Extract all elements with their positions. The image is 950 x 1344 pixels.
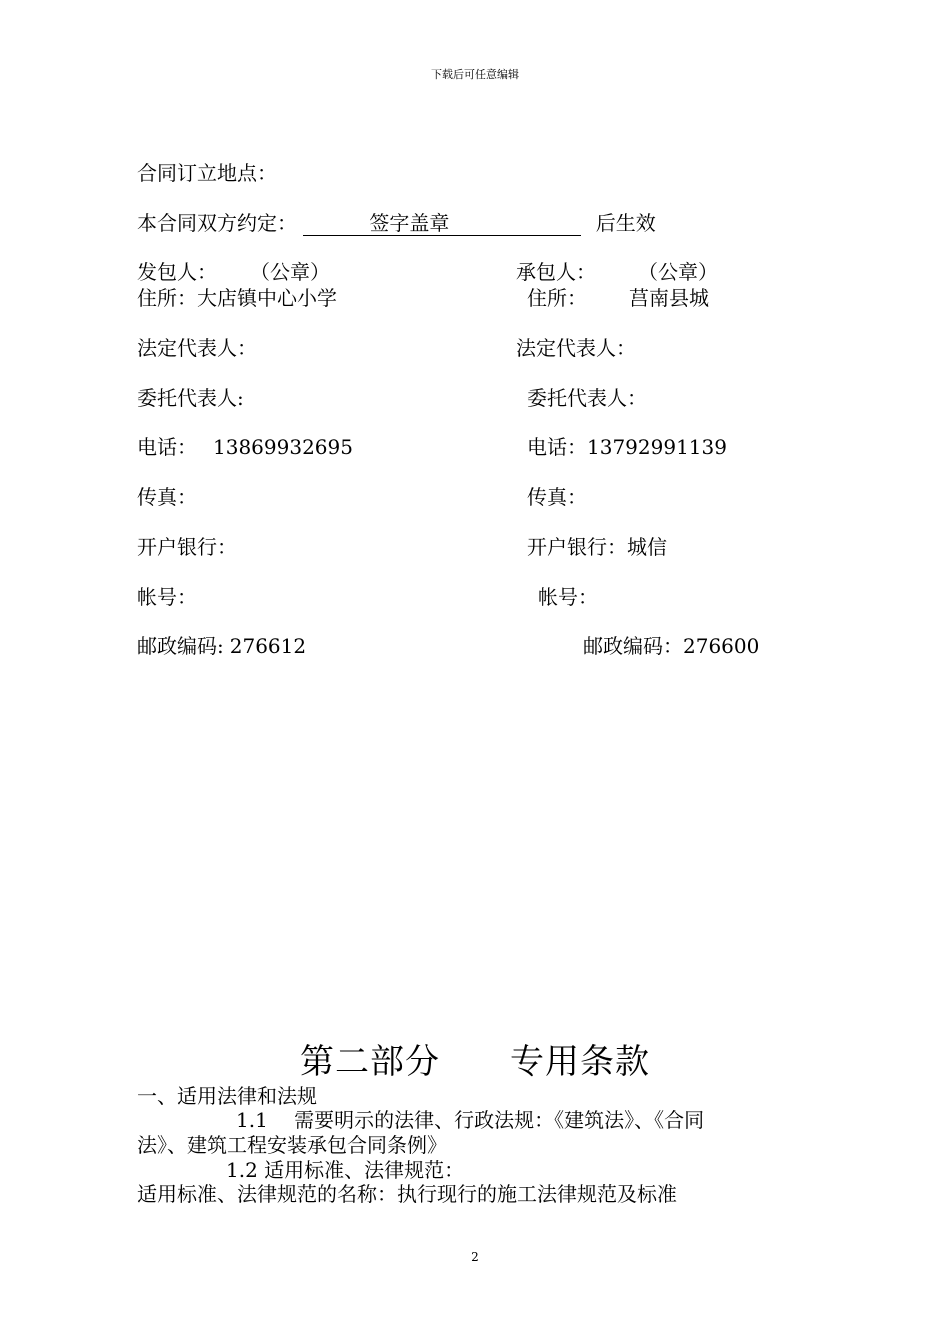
employer-phone-value: 13869932695 [213, 435, 353, 459]
signing-place-label: 合同订立地点： [137, 161, 277, 185]
contractor-bank-value: 城信 [627, 535, 667, 559]
contractor-party-label: 承包人： [516, 260, 596, 284]
section1-heading: 一、适用法律和法规 [137, 1084, 317, 1108]
contractor-phone-label: 电话： [527, 435, 587, 459]
contractor-phone [527, 435, 727, 459]
employer-fax: 传真： [137, 485, 197, 509]
contractor-address-value: 莒南县城 [629, 286, 709, 310]
contractor-phone-value: 13792991139 [587, 435, 727, 459]
employer-address-label: 住所： [137, 286, 197, 310]
employer-postal-label: 邮政编码: [137, 634, 224, 658]
contractor-legal-rep: 法定代表人： [516, 336, 636, 360]
contractor-bank [527, 535, 667, 559]
employer-account: 帐号： [137, 585, 197, 609]
employer-postal-value: 276612 [229, 634, 307, 658]
employer-party-label: 发包人： [137, 260, 217, 284]
contractor-fax: 传真： [527, 485, 587, 509]
contractor-address [527, 286, 709, 310]
contractor-address-label: 住所： [527, 286, 587, 310]
contractor-agent: 委托代表人： [527, 386, 647, 410]
contractor-account: 帐号： [538, 585, 598, 609]
item-1-2-text: 适用标准、法律规范的名称：执行现行的施工法律规范及标准 [137, 1182, 677, 1206]
employer-bank-label: 开户银行： [137, 535, 237, 559]
contractor-postal-value: 276600 [683, 634, 760, 658]
item-1-1-line2: 法》、建筑工程安装承包合同条例》 [137, 1133, 447, 1157]
effect-underlined-field [303, 211, 581, 236]
employer-postal [137, 634, 306, 658]
contractor-postal [583, 634, 759, 658]
contractor-bank-label: 开户银行： [527, 535, 627, 559]
employer-legal-rep: 法定代表人： [137, 336, 257, 360]
employer-address-value: 大店镇中心小学 [197, 286, 337, 310]
effect-underlined-text: 签字盖章 [369, 211, 450, 235]
page-number: 2 [471, 1250, 479, 1264]
contractor-seal: （公章） [638, 260, 718, 284]
part2-title: 第二部分 专用条款 [300, 1042, 650, 1082]
employer-phone-label: 电话： [137, 435, 197, 459]
item-1-2: 1.2 适用标准、法律规范： [226, 1158, 465, 1182]
employer-address [137, 286, 337, 310]
employer-phone [137, 435, 353, 459]
effect-prefix: 本合同双方约定： [137, 211, 297, 235]
employer-seal: （公章） [250, 260, 330, 284]
item-1-1-line1: 1.1 需要明示的法律、行政法规：《建筑法》、《合同 [236, 1108, 705, 1132]
effect-clause [137, 211, 656, 236]
contractor-postal-label: 邮政编码： [583, 634, 683, 658]
employer-agent: 委托代表人: [137, 386, 244, 410]
page-header: 下载后可任意编辑 [431, 68, 519, 81]
effect-suffix: 后生效 [595, 211, 656, 235]
employer-bank [137, 535, 237, 559]
